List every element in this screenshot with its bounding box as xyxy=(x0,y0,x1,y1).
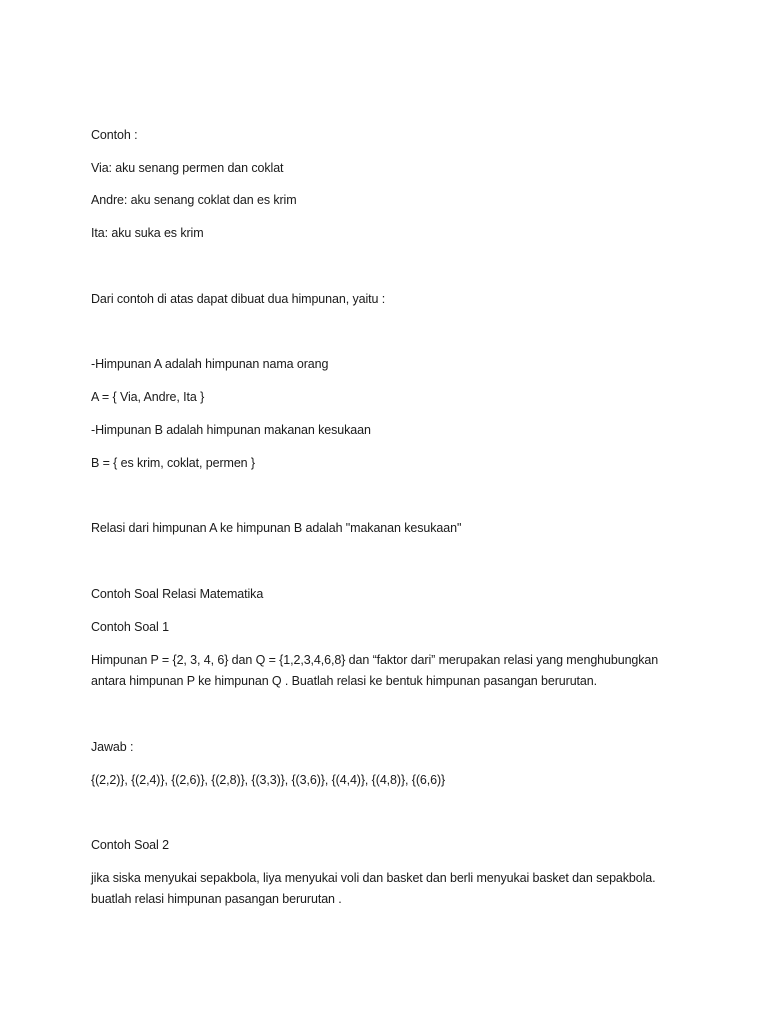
intro-line: Dari contoh di atas dapat dibuat dua himpunan, yaitu : xyxy=(91,292,386,306)
soal-2-title: Contoh Soal 2 xyxy=(91,838,169,852)
via-line: Via: aku senang permen dan coklat xyxy=(91,161,284,175)
contoh-label: Contoh : xyxy=(91,128,138,142)
set-b-value: B = { es krim, coklat, permen } xyxy=(91,456,255,470)
set-a-value: A = { Via, Andre, Ita } xyxy=(91,390,205,404)
set-a-description: -Himpunan A adalah himpunan nama orang xyxy=(91,357,329,371)
soal-2-text: jika siska menyukai sepakbola, liya menyukai voli dan basket dan berli menyukai basket dan sepakbola. buatlah relasi himpunan pasangan berurutan . xyxy=(91,871,656,906)
jawab-label: Jawab : xyxy=(91,740,134,754)
soal-1-text: Himpunan P = {2, 3, 4, 6} dan Q = {1,2,3,4,6,8} dan “faktor dari” merupakan relasi yang menghubungkan antara himpunan P ke himpunan Q . Buatlah relasi ke bentuk himpunan pasangan berurutan. xyxy=(91,653,659,688)
jawab-value: {(2,2)}, {(2,4)}, {(2,6)}, {(2,8)}, {(3,3)}, {(3,6)}, {(4,4)}, {(4,8)}, {(6,6)} xyxy=(91,773,446,787)
set-b-description: -Himpunan B adalah himpunan makanan kesukaan xyxy=(91,423,371,437)
relation-line: Relasi dari himpunan A ke himpunan B adalah "makanan kesukaan" xyxy=(91,521,462,535)
section-title: Contoh Soal Relasi Matematika xyxy=(91,587,264,601)
ita-line: Ita: aku suka es krim xyxy=(91,226,204,240)
soal-1-title: Contoh Soal 1 xyxy=(91,620,169,634)
andre-line: Andre: aku senang coklat dan es krim xyxy=(91,193,297,207)
